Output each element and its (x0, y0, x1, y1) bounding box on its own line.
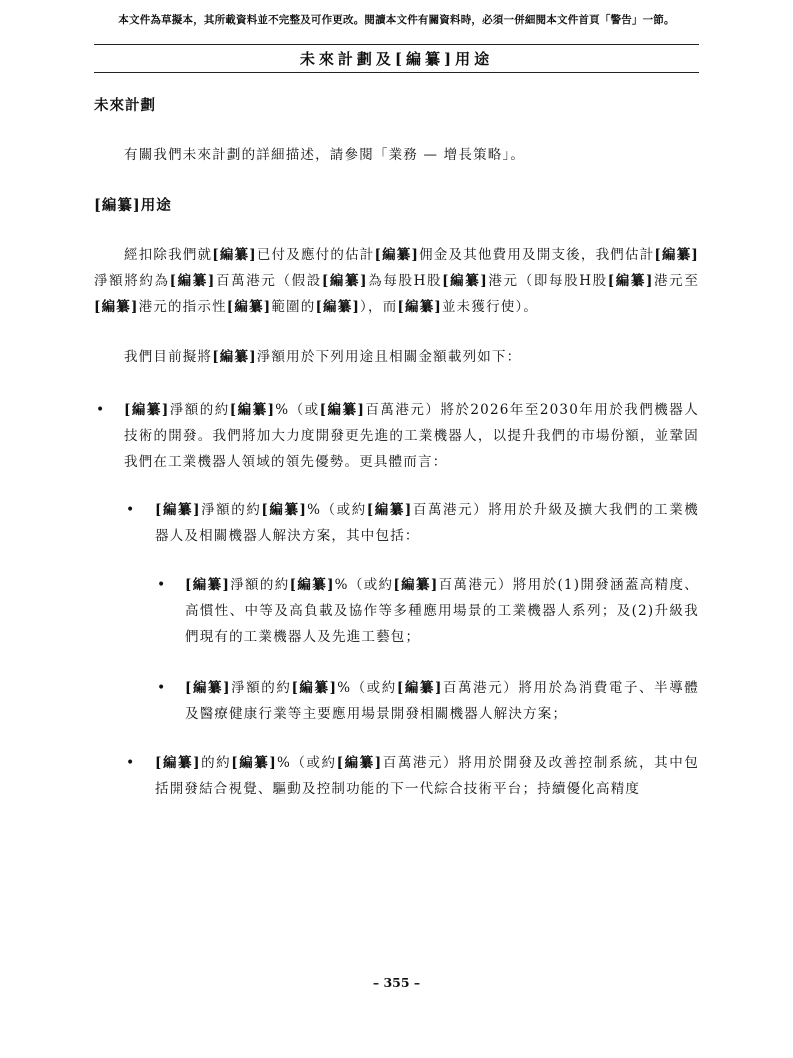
bullet-marker: • (126, 502, 135, 518)
future-plans-heading: 未來計劃 (94, 97, 156, 114)
list-item: [編纂]的約[編纂]%（或約[編纂]百萬港元）將用於開發及改善控制系統，其中包括開發結合視覺、驅動及控制功能的下一代綜合技術平台；持續優化高精度 (155, 755, 700, 797)
bullet-marker: • (96, 402, 105, 418)
list-item: [編纂]淨額的約[編纂]%（或約[編纂]百萬港元）將用於(1)開發涵蓋高精度、高慣性、中等及高負載及協作等多種應用場景的工業機器人系列；及(2)升級我們現有的工業機器人及先進工藝包； (185, 577, 700, 645)
bullet-marker: • (126, 755, 135, 771)
use-of-proceeds-lead: 我們目前擬將[編纂]淨額用於下列用途且相關金額載列如下： (124, 349, 522, 365)
page-title: 未來計劃及[編纂]用途 (299, 50, 494, 68)
list-item: [編纂]淨額的約[編纂]%（或[編纂]百萬港元）將於2026年至2030年用於我們機器人技術的開發。我們將加大力度開發更先進的工業機器人，以提升我們的市場份額，並鞏固我們在工業機器人領域的領先優勢。更具體而言： (124, 402, 700, 470)
bullet-marker: • (157, 680, 166, 696)
list-item: [編纂]淨額的約[編纂]%（或約[編纂]百萬港元）將用於為消費電子、半導體及醫療健康行業等主要應用場景開發相關機器人解決方案； (185, 680, 700, 722)
future-plans-paragraph: 有關我們未來計劃的詳細描述，請參閱「業務 — 增長策略」。 (124, 147, 526, 163)
header-rule-top (94, 44, 699, 45)
use-of-proceeds-intro: 經扣除我們就[編纂]已付及應付的估計[編纂]佣金及其他費用及開支後，我們估計[編纂]淨額將約為[編纂]百萬港元（假設[編纂]為每股H股[編纂]港元（即每股H股[編纂]港元至[編纂]港元的指示性[編纂]範圍的[編纂]），而[編纂]並未獲行使）。 (94, 247, 700, 315)
draft-warning: 本文件為草擬本，其所載資料並不完整及可作更改。閱讀本文件有關資料時，必須一併細閱本文件首頁「警告」一節。 (118, 14, 675, 26)
bullet-marker: • (157, 577, 166, 593)
page-number: – 355 – (372, 975, 421, 990)
use-of-proceeds-heading: [編纂]用途 (94, 197, 172, 214)
header-rule-bottom (94, 72, 699, 73)
list-item: [編纂]淨額的約[編纂]%（或約[編纂]百萬港元）將用於升級及擴大我們的工業機器人及相關機器人解決方案，其中包括： (155, 502, 700, 544)
